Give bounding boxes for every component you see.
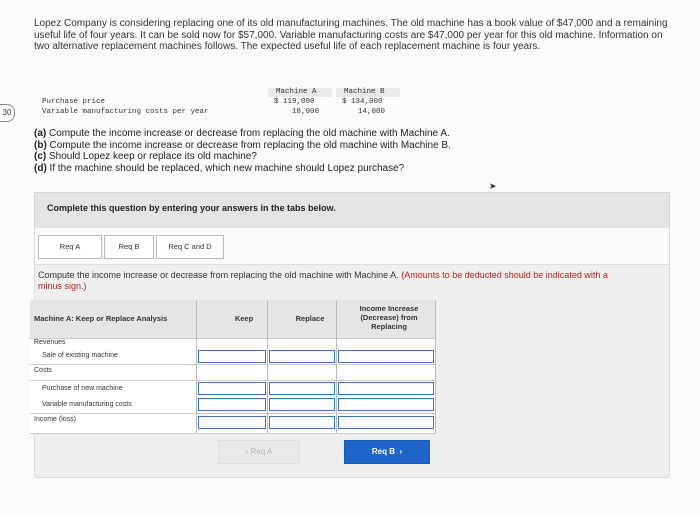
keep-or-replace-table [30, 300, 436, 434]
row-label-variable-costs: Variable manufacturing costs [42, 401, 132, 408]
col-keep-header: Keep [234, 314, 254, 323]
prev-req-button [218, 440, 300, 464]
diff-variable-costs-input[interactable] [338, 398, 434, 411]
question-c-tag: (c) [34, 151, 47, 162]
chevron-left-icon: ‹ [245, 447, 249, 456]
row-label-income: Income (loss) [34, 416, 77, 423]
machine-a-header: Machine A [276, 88, 317, 96]
question-c-text: Should Lopez keep or replace its old machine? [46, 151, 257, 162]
question-d [34, 163, 451, 175]
row-divider [30, 433, 436, 434]
row-label-purchase-new: Purchase of new machine [42, 385, 123, 392]
replace-variable-costs-input[interactable] [269, 398, 335, 411]
instruction-note: (Amounts to be deducted should be indicated with a minus sign.) [38, 270, 608, 291]
question-d-tag: (d) [34, 162, 47, 174]
problem-intro-text: Lopez Company is considering replacing one of its old manufacturing machines. The old machine has a book value of $47,000 and a remaining useful life of four years. It can be sold now for $57,000. Variable manufacturing costs are $47,000 per year for this old machine. Information on two alternative replacement machines follows. The expected useful life of each replacement machine is four years. [34, 18, 668, 52]
instruction-main: Compute the income increase or decrease from replacing the old machine with Machine A. [38, 270, 399, 280]
diff-sale-existing-input[interactable] [338, 350, 434, 363]
keep-variable-costs-input[interactable] [198, 398, 266, 411]
purchase-price-a: $ 119,000 [274, 98, 315, 106]
row-divider [30, 380, 436, 381]
diff-purchase-new-input[interactable] [338, 382, 434, 395]
prev-req-label: Req A [250, 447, 273, 456]
row-divider [30, 364, 436, 365]
chevron-right-icon: › [397, 447, 403, 456]
variable-costs-b: 14,000 [358, 108, 386, 116]
question-c [34, 151, 451, 163]
complete-question-banner [34, 192, 670, 230]
mouse-cursor-icon: ➤ [489, 181, 497, 191]
col-replace-header: Replace [295, 314, 325, 323]
row-label-revenues: Revenues [34, 339, 66, 346]
keep-income-input[interactable] [198, 416, 266, 429]
row-label-sale-existing: Sale of existing machine [42, 352, 118, 359]
diff-income-input[interactable] [338, 416, 434, 429]
question-b-tag: (b) [34, 139, 47, 151]
purchase-price-label: Purchase price [42, 98, 106, 106]
row-divider [30, 413, 436, 414]
question-d-text: If the machine should be replaced, which new machine should Lopez purchase? [46, 162, 405, 174]
col-difference-header: Income Increase (Decrease) from Replacing [359, 304, 419, 331]
tab-req-a[interactable]: Req A [38, 235, 102, 259]
row-label-costs: Costs [34, 367, 52, 374]
question-b [34, 140, 451, 152]
question-a [34, 128, 451, 140]
variable-costs-a: 18,000 [292, 108, 320, 116]
machine-b-header: Machine B [344, 88, 385, 96]
replace-income-input[interactable] [269, 416, 335, 429]
complete-question-text: Complete this question by entering your answers in the tabs below. [47, 203, 336, 213]
tab-req-b[interactable]: Req B [104, 235, 154, 259]
replace-sale-existing-input[interactable] [269, 350, 335, 363]
next-req-button[interactable] [344, 440, 430, 464]
question-a-text: Compute the income increase or decrease from replacing the old machine with Machine A. [46, 128, 450, 139]
variable-costs-label: Variable manufacturing costs per year [42, 108, 209, 116]
keep-sale-existing-input[interactable] [198, 350, 266, 363]
question-b-text: Compute the income increase or decrease from replacing the old machine with Machine B. [46, 139, 451, 151]
replace-purchase-new-input[interactable] [269, 382, 335, 395]
instruction-text [38, 270, 612, 291]
question-a-tag: (a) [34, 128, 47, 139]
keep-purchase-new-input[interactable] [198, 382, 266, 395]
table-title: Machine A: Keep or Replace Analysis [34, 314, 168, 323]
question-list [34, 128, 451, 174]
purchase-price-b: $ 134,000 [342, 98, 383, 106]
tab-req-c-and-d[interactable]: Req C and D [156, 235, 224, 259]
next-req-label: Req B [371, 447, 395, 456]
question-number-badge: 30 [0, 104, 15, 122]
